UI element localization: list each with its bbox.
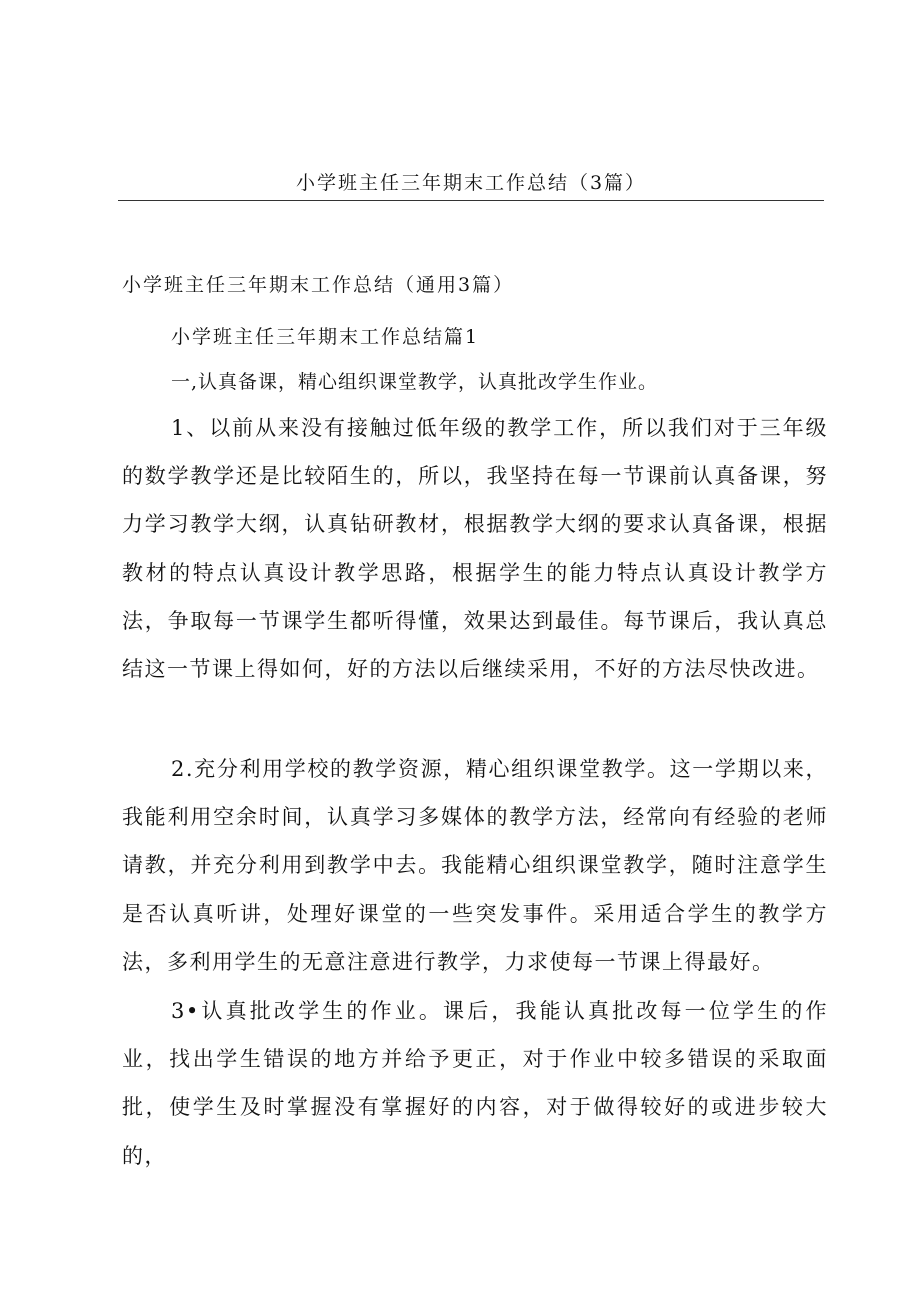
page-header-title: 小学班主任三年期末工作总结（3篇）	[295, 172, 647, 194]
document-subtitle: 小学班主任三年期末工作总结（通用3篇）	[122, 274, 515, 296]
body-paragraph-3: 3•认真批改学生的作业。课后，我能认真批改每一位学生的作业，找出学生错误的地方并给予更正，对于作业中较多错误的采取面批，使学生及时掌握没有掌握好的内容，对于做得较好的或进步较大的，	[122, 999, 828, 1168]
body-paragraph-2: 2.充分利用学校的教学资源，精心组织课堂教学。这一学期以来，我能利用空余时间，认真学习多媒体的教学方法，经常向有经验的老师请教，并充分利用到教学中去。我能精心组织课堂教学，随时注意学生是否认真听讲，处理好课堂的一些突发事件。采用适合学生的教学方法，多利用学生的无意注意进行教学，力求使每一节课上得最好。	[122, 757, 828, 974]
section-title: 小学班主任三年期末工作总结篇1	[171, 326, 480, 348]
header-divider	[118, 200, 824, 201]
section-heading: 一,认真备课，精心组织课堂教学，认真批改学生作业。	[171, 371, 659, 393]
body-paragraph-1: 1、以前从来没有接触过低年级的教学工作，所以我们对于三年级的数学教学还是比较陌生的，所以，我坚持在每一节课前认真备课，努力学习教学大纲，认真钻研教材，根据教学大纲的要求认真备课，根据教材的特点认真设计教学思路，根据学生的能力特点认真设计教学方法，争取每一节课学生都听得懂，效果达到最佳。每节课后，我认真总结这一节课上得如何，好的方法以后继续采用，不好的方法尽快改进。	[122, 416, 828, 682]
